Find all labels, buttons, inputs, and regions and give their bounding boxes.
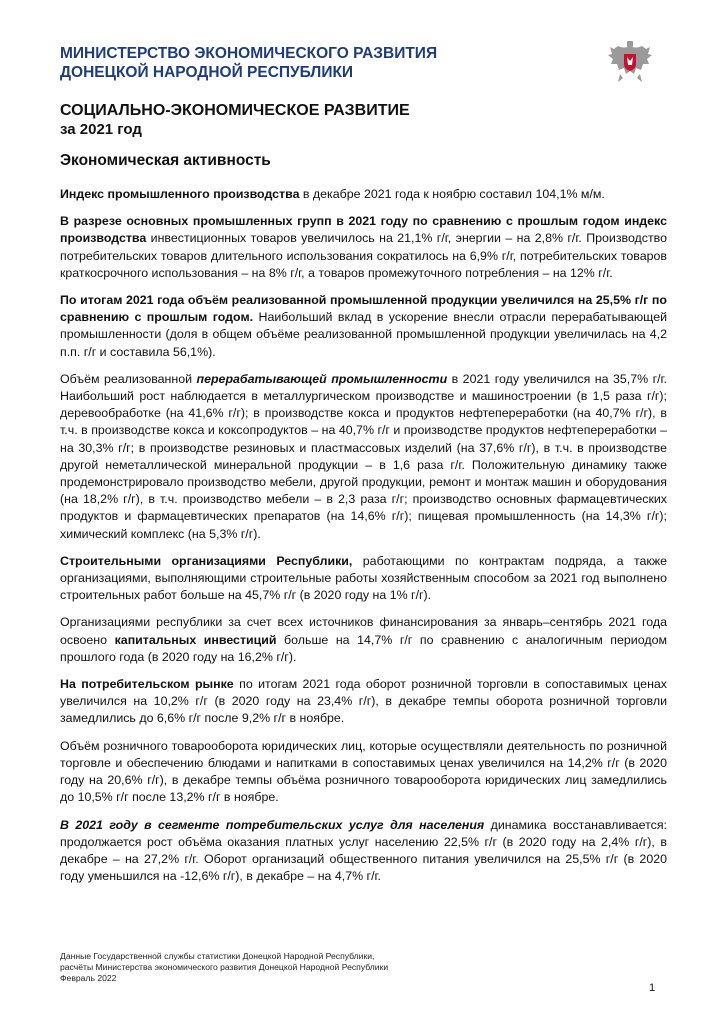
footer-note [60,951,388,984]
ministry-name [60,44,530,82]
footer-line-1: Данные Государственной службы статистики Донецкой Народной Республики, [60,951,375,961]
document-title: СОЦИАЛЬНО-ЭКОНОМИЧЕСКОЕ РАЗВИТИЕ [60,102,410,119]
paragraph-text: в 2021 году увеличился на 35,7% г/г. Наибольший рост наблюдается в металлургическом производстве и машиностроении (в 1,5 раза г/г); деревообработке (на 41,6% г/г); в производстве кокса и продуктов нефтепереработки (на 40,7% г/г), в т.ч. в производстве кокса и коксопродуктов – на 40,7% г/г и производстве продуктов нефтепереработки – на 30,3% г/г; в производстве резиновых и пластмассовых изделий (на 37,6% г/г), в т.ч. в производстве другой неметаллической минеральной продукции – в 1,6 раза г/г. Положительную динамику также продемонстрировало производство мебели, другой продукции, ремонт и монтаж машин и оборудования (на 18,2% г/г), в т.ч. производство мебели – в 2,3 раза г/г; производство основных фармацевтических продуктов и фармацевтических препаратов (на 14,6% г/г); пищевая промышленность (на 14,3% г/г); химический комплекс (на 5,3% г/г). [60,371,667,541]
page-number: 1 [649,982,656,994]
paragraph-text: больше на 14,7% г/г по сравнению с аналогичным периодом прошлого года (в 2020 году на 16,2% г/г). [60,632,667,664]
paragraph-text: работающими по контрактам подряда, а также организациями, выполняющими строительные работы хозяйственным способом за 2021 год выполнено строительных работ больше на 45,7% г/г (в 2020 году на 1% г/г). [60,553,667,603]
paragraph-lead: Индекс промышленного производства [60,187,300,201]
paragraph-industrial-groups [60,213,667,282]
paragraph-lead: В 2021 году в сегменте потребительских услуг для населения [60,817,485,832]
paragraph-emphasis: перерабатывающей промышленности [196,371,448,386]
paragraph-consumer-services [60,817,667,886]
ministry-line-1: МИНИСТЕРСТВО ЭКОНОМИЧЕСКОГО РАЗВИТИЯ [60,45,438,62]
paragraph-text: Наибольший вклад в ускорение внесли отрасли перерабатывающей промышленности (доля в общем объёме реализованной промышленной продукции увеличилась на 4,2 п.п. г/г и составила 56,1%). [60,310,667,359]
paragraph-construction [60,553,667,605]
footer-line-3: Февраль 2022 [60,973,117,983]
paragraph-text: Объём розничного товарооборота юридических лиц, которые осуществляли деятельность по розничной торговле и обеспечению блюдами и напитками в сопоставимых ценах увеличился на 14,2% г/г (в 2020 году на 20,6% г/г), в декабре темпы объёма розничного товарооборота юридических лиц замедлились до 10,5% г/г после 13,2% г/г в ноябре. [60,738,667,805]
paragraph-text: в декабре 2021 года к ноябрю составил 104,1% м/м. [299,187,605,201]
paragraph-consumer-market [60,676,667,728]
paragraph-pre: Объём реализованной [60,371,197,386]
paragraph-investment [60,614,667,666]
paragraph-lead: На потребительском рынке [60,677,234,692]
paragraph-processing-industry [60,371,667,543]
document-subtitle: за 2021 год [60,121,142,138]
footer-line-2: расчёты Министерства экономического развития Донецкой Народной Республики [60,962,389,972]
paragraph-text: по итогам 2021 года оборот розничной торговли в сопоставимых ценах увеличился на 10,2% г/г (в 2020 году на 23,4% г/г), в декабре темпы оборота розничной торговли замедлились до 6,6% г/г после 9,2% г/г в ноябре. [60,677,667,726]
paragraph-emphasis: капитальных инвестиций [114,632,277,647]
paragraph-lead: Строительными организациями Республики, [60,553,353,568]
paragraph-pre: Организациями республики за счет всех источников финансирования за январь–сентябрь 2021 года освоено [60,615,667,647]
ministry-line-2: ДОНЕЦКОЙ НАРОДНОЙ РЕСПУБЛИКИ [60,64,354,81]
paragraph-industrial-output [60,292,667,361]
coat-of-arms-icon [606,40,654,86]
paragraph-lead: По итогам 2021 года объём реализованной промышленной продукции увеличился на 25,5% г/г по сравнению с прошлым годом. [60,293,667,325]
paragraph-industrial-index [60,186,667,203]
paragraph-retail-turnover [60,738,667,807]
document-body [60,186,667,942]
paragraph-text: динамика восстанавливается: продолжается рост объёма оказания платных услуг населению 22,5% г/г (в 2020 году на 2,4% г/г), в декабре – на 27,2% г/г. Оборот организаций общественного питания увеличился на 25,5% г/г (в 2020 году уменьшился на -12,6% г/г), в декабре – на 4,7% г/г. [60,817,667,884]
section-heading: Экономическая активность [60,152,271,169]
paragraph-lead: В разрезе основных промышленных групп в 2021 году по сравнению с прошлым годом индекс производства [60,214,667,246]
paragraph-text: инвестиционных товаров увеличилось на 21,1% г/г, энергии – на 2,8% г/г. Производство потребительских товаров длительного использования сократилось на 6,9% г/г, потребительских товаров краткосрочного использования – на 8% г/г, а товаров промежуточного потребления – на 12% г/г. [60,231,667,280]
